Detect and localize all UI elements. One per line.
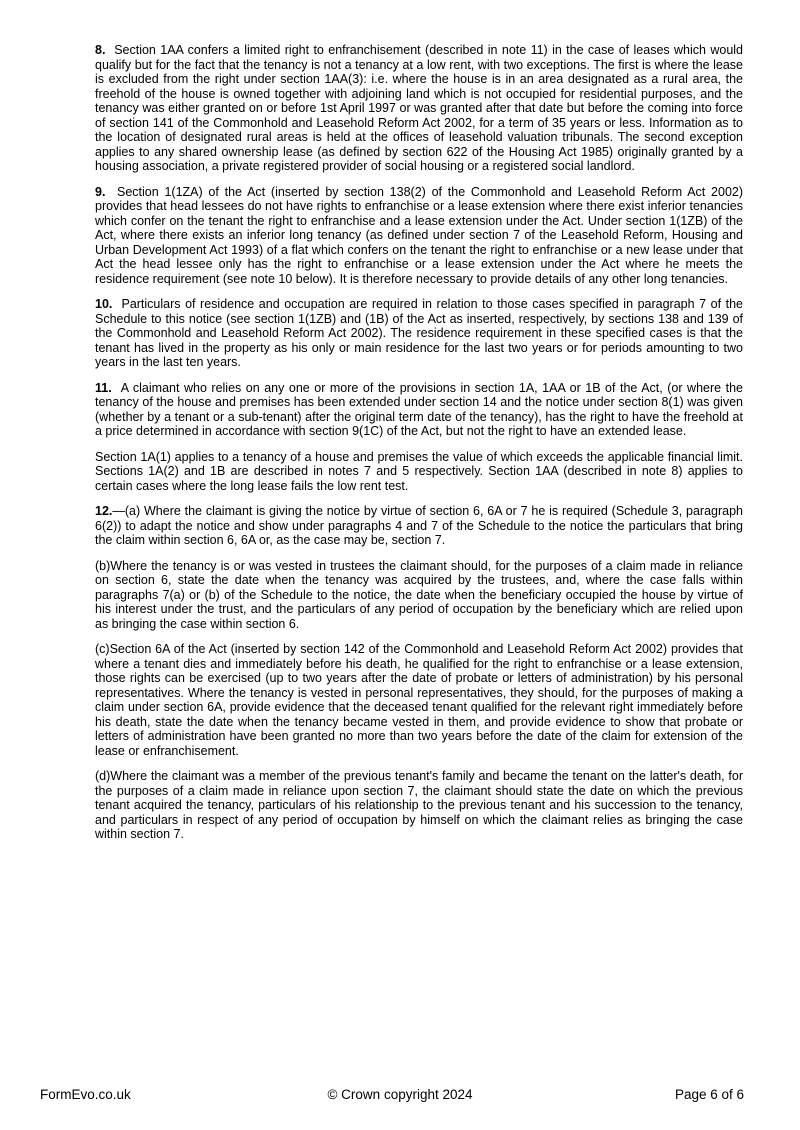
note-paragraph-12a (95, 504, 743, 548)
paragraph-number: 9. (95, 184, 117, 199)
page-number-text: Page 6 of 6 (674, 1087, 744, 1102)
paragraph-text: Particulars of residence and occupation are required in relation to those cases specified in paragraph 7 of the Schedule to this notice (see section 1(1ZB) and (1B) of the Act as inserted, respectively, by sections 138 and 139 of the Commonhold and Leasehold Reform Act 2002). The residence requirement in these specified cases is that the tenant has lived in the property as his only or main residence for the last two years or for periods amounting to two years in the last ten years. (95, 297, 743, 369)
note-paragraph-8 (95, 43, 743, 174)
note-paragraph-9 (95, 185, 743, 287)
paragraph-text: Section 1(1ZA) of the Act (inserted by section 138(2) of the Commonhold and Leasehold Reform Act 2002) provides that head lessees do not have rights to enfranchise or a lease extension where there exist inferior tenancies which confer on the tenant the right to enfranchise and a lease extension under the Act. Under section 1(1ZB) of the Act, where there exists an inferior long tenancy (as defined under section 7 of the Leasehold Reform, Housing and Urban Development Act 1993) of a flat which confers on the tenant the right to enfranchise or a new lease under that Act the head lessee only has the right to enfranchise or a lease extension under the Act where he meets the residence requirement (see note 10 below). It is therefore necessary to provide details of any other long tenancies. (95, 184, 744, 286)
note-paragraph-12c (95, 642, 743, 758)
page-footer (0, 1086, 800, 1108)
paragraph-text: (c)Section 6A of the Act (inserted by section 142 of the Commonhold and Leasehold Reform Act 2002) provides that where a tenant dies and immediately before his death, he qualified for the right to enfranchise or a lease extension, those rights can be exercised (up to two years after the date of probate or letters of administration) by his personal representatives. Where the tenancy is vested in personal representatives, they should, for the purposes of making a claim under section 6A, provide evidence that the deceased tenant qualified for the relevant right immediately before his death, state the date when the tenancy became vested in them, and provide evidence to show that probate or letters of administration have been granted no more than two years before the date of the claim for extension of the lease or enfranchisement. (95, 642, 743, 758)
paragraph-number: 11. (95, 380, 121, 395)
paragraph-number: 12. (95, 504, 113, 518)
paragraph-number: 8. (95, 43, 115, 57)
note-paragraph-12b (95, 559, 743, 632)
formevo-brand-text: FormEvo.co.uk (40, 1087, 131, 1102)
paragraph-text: —(a) Where the claimant is giving the notice by virtue of section 6, 6A or 7 he is required (Schedule 3, paragraph 6(2)) to adapt the notice and show under paragraphs 4 and 7 of the Schedule to the notice the particulars that bring the claim within section 6, 6A or, as the case may be, section 7. (95, 504, 743, 547)
note-paragraph-section-1a1 (95, 450, 743, 494)
note-paragraph-12d (95, 769, 743, 842)
paragraph-text: Section 1AA confers a limited right to enfranchisement (described in note 11) in the case of leases which would qualify but for the fact that the tenancy is not a tenancy at a low rent, with two exceptions. The first is where the lease is excluded from the right under section 1AA(3): i.e. where the house is in an area designated as a rural area, the freehold of the house is owned together with adjoining land which is not occupied for residential purposes, and the tenancy was either granted on or before 1st April 1997 or was granted after that date but before the coming into force of section 141 of the Commonhold and Leasehold Reform Act 2002, for a term of 35 years or less. Information as to the location of designated rural areas is held at the offices of leasehold valuation tribunals. The second exception applies to any shared ownership lease (as defined by section 622 of the Housing Act 1985) originally granted by a housing association, a private registered provider of social housing or a registered social landlord. (95, 43, 744, 173)
paragraph-text: (b)Where the tenancy is or was vested in trustees the claimant should, for the purposes of a claim made in reliance on section 6, state the date when the tenancy was acquired by the trustees, and, where the case falls within paragraphs 7(a) or (b) of the Schedule to the notice, the date when the beneficiary occupied the house by virtue of his interest under the trust, and the particulars of any period of occupation by the beneficiary which are relied upon as bringing the case within section 6. (95, 558, 743, 631)
paragraph-number: 10. (95, 297, 122, 311)
note-paragraph-11 (95, 381, 743, 439)
notes-section (95, 43, 743, 853)
paragraph-text: (d)Where the claimant was a member of the previous tenant's family and became the tenant on the latter's death, for the purposes of a claim made in reliance upon section 7, the claimant should state the date on which the previous tenant acquired the tenancy, particulars of his relationship to the previous tenant and his succession to the tenancy, and particulars in respect of any period of occupation by himself on which the claimant relies as bringing the case within section 7. (95, 769, 743, 841)
crown-copyright-text: © Crown copyright 2024 (327, 1087, 473, 1102)
note-paragraph-10 (95, 297, 743, 370)
paragraph-text: A claimant who relies on any one or more of the provisions in section 1A, 1AA or 1B of the Act, (or where the tenancy of the house and premises has been extended under section 14 and the notice under section 8(1) was given (whether by a tenant or a sub-tenant) after the original term date of the tenancy), has the right to have the freehold at a price determined in accordance with section 9(1C) of the Act, but not the right to have an extended lease. (95, 380, 743, 438)
paragraph-text: Section 1A(1) applies to a tenancy of a house and premises the value of which exceeds the applicable financial limit. Sections 1A(2) and 1B are described in notes 7 and 5 respectively. Section 1AA (described in note 8) applies to certain cases where the long lease fails the low rent test. (95, 449, 743, 493)
